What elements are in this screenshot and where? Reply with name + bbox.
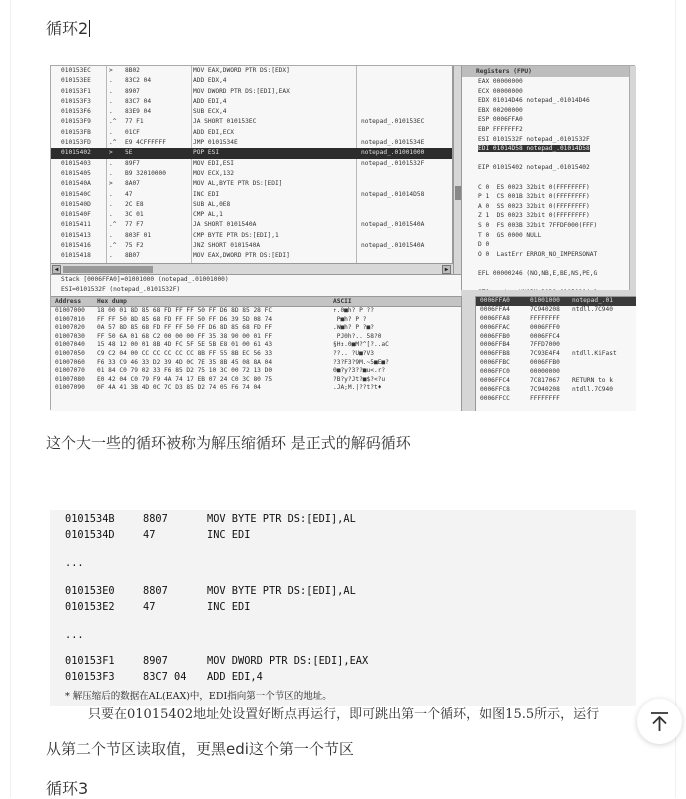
cpu-hex: 803F 01 [125,231,152,239]
cpu-disassembly: ADD EDI,4 [193,97,227,105]
cpu-disassembly: CMP BYTE PTR DS:[EDI],1 [193,231,279,239]
cpu-hex: 5E [125,149,133,157]
cpu-jump-mark: . [109,211,113,219]
register-value: O 0 LastErr ERROR_NO_IMPERSONAT [478,250,598,258]
stack-row[interactable] [476,386,636,395]
stack-row[interactable] [476,306,636,315]
stack-value: FFFFFFFF [530,394,560,402]
stack-comment: RETURN to k [572,377,613,385]
cpu-jump-mark: . [109,128,113,136]
scroll-thumb[interactable] [63,266,153,273]
cpu-row[interactable] [51,231,452,241]
cpu-address: 01015405 [61,169,91,177]
cpu-row[interactable] [51,148,452,158]
register-row [462,250,636,260]
dump-scrollbar[interactable] [461,296,475,411]
back-to-top-button[interactable] [637,699,682,744]
dump-hex: E0 42 04 C0 79 F9 4A 74 17 EB 07 24 C0 3C 80 75 [97,375,273,383]
info-line-2: ESI=0101532F (notepad_.0101532F) [61,286,181,293]
register-value: EIP 01015402 notepad_.01015402 [478,164,590,172]
dump-address: 01007030 [55,332,85,340]
stack-value: 7C940208 [530,305,560,313]
dump-address: 01007020 [55,324,85,332]
stack-value: 7C817067 [530,377,560,385]
cpu-row[interactable] [51,220,452,230]
cpu-hex: 8A07 [125,180,140,188]
stack-address: 0006FFB0 [480,332,510,340]
register-row [462,259,636,269]
code-hex: 8807 [143,585,168,597]
stack-row[interactable] [476,350,636,359]
cpu-jump-mark: .^ [109,118,117,126]
cpu-disassembly: MOV DWORD PTR DS:[EDI],EAX [193,87,290,95]
register-row [462,106,636,116]
cpu-disassembly: MOV AL,BYTE PTR DS:[EDI] [193,180,283,188]
register-row [462,192,636,202]
stack-row[interactable] [476,297,636,306]
stack-address: 0006FFC4 [480,377,510,385]
cpu-address: 0101540A [61,180,91,188]
cpu-jump-mark: . [109,169,113,177]
code-note: * 解压缩后的数据在AL(EAX)中，EDI指向第一个节区的地址。 [65,691,332,702]
register-value: D 0 [478,241,490,249]
dump-hex: 0F 4A 41 3B 4D 0C 7C D3 85 D2 74 05 F6 74 04 [97,384,261,392]
cpu-disassembly: JNZ SHORT 0101540A [193,242,261,250]
stack-value: 0006FFC4 [530,332,560,340]
cpu-jump-mark: .^ [109,139,117,147]
code-address: 010153E0 [65,585,115,597]
stack-address: 0006FFC8 [480,385,510,393]
cpu-row[interactable] [51,117,452,127]
stack-comment: ntdll.7C940 [572,305,613,313]
cpu-disassembly: MOV EAX,DWORD PTR DS:[EDX] [193,67,290,74]
arrow-up-icon [649,711,670,732]
dump-col-address: Address [55,298,82,305]
code-hex: 8907 [143,655,168,667]
code-hex: 47 [143,529,156,541]
cpu-row[interactable] [51,251,452,261]
cpu-hex: 83C2 04 [125,77,152,85]
cpu-row[interactable] [51,128,452,138]
stack-address: 0006FFCC [480,394,510,402]
dump-header [51,297,461,307]
register-row [462,231,636,241]
code-hex: 8807 [143,513,168,525]
code-asm: INC EDI [207,529,251,541]
code-address: 010153F1 [65,655,115,667]
cpu-address: 0101540C [61,190,91,198]
cpu-hex: 2C E8 [125,200,144,208]
cpu-disassembly: SUB ECX,4 [193,108,227,116]
code-listing-screenshot [50,510,636,722]
register-row [462,115,636,125]
cpu-row[interactable] [51,169,452,179]
dump-address: 01007000 [55,307,85,314]
register-value: T 0 GS 0000 NULL [478,231,542,239]
registers-title: Registers (FPU) [462,66,636,77]
cpu-disassembly: MOV EDI,ESI [193,159,234,167]
stack-address: 0006FFA8 [480,314,510,322]
stack-row[interactable] [476,315,636,324]
cpu-address: 01015416 [61,242,91,250]
dump-hex: 0A 57 8D 85 68 FD FF FF 50 FF D6 8D 85 68 FD FF [97,324,273,332]
dump-address: 01007010 [55,315,85,323]
register-value: S 0 FS 003B 32bit 7FFDF000(FFF) [478,221,598,229]
cpu-disassembly: INC EDI [193,190,220,198]
cpu-disassembly: ADD EDI,ECX [193,128,234,136]
dump-row [51,384,461,393]
cpu-disassembly: MOV EAX,DWORD PTR DS:[EDI] [193,252,290,260]
cpu-hex: 83E9 04 [125,108,152,116]
stack-address: 0006FFB8 [480,350,510,358]
dump-ascii: ??.. ?U■?V3 [333,349,374,357]
cpu-address: 010153FD [61,139,91,147]
hex-dump-pane [51,296,461,411]
dump-row [51,341,461,350]
cpu-jump-mark: . [109,190,113,198]
register-row [462,163,636,173]
cpu-hex: 77 F1 [125,118,144,126]
stack-address: 0006FFA4 [480,305,510,313]
cpu-address: 010153F6 [61,108,91,116]
text-caret [89,20,90,37]
dump-ascii: ?3?F3?9M.~5■E■? [333,358,389,366]
stack-row[interactable] [476,395,636,404]
code-cut-line: 只要在01015402地址处设置好断点再运行，即可跳出第一个循环，如图15.5所示，运行 [88,707,600,722]
dump-hex: 01 84 C0 79 02 33 F6 85 D2 75 10 3C 00 72 13 D0 [97,367,273,375]
register-row [462,154,636,164]
cpu-jump-mark: .^ [109,242,117,250]
cpu-comment: notepad_.0101540A [361,242,425,250]
heading-loop-3: 循环3 [46,779,89,798]
cpu-address: 010153EE [61,77,91,85]
dump-ascii: ↑.0■h? P ?? [333,307,374,314]
code-asm: MOV BYTE PTR DS:[EDI],AL [207,513,356,525]
cpu-row[interactable] [51,210,452,220]
dump-ascii: P■h? P ? [333,315,367,323]
dump-row [51,316,461,325]
register-value: ESI 0101532F notepad_.0101532F [478,135,590,143]
code-asm: MOV BYTE PTR DS:[EDI],AL [207,585,356,597]
cpu-jump-mark: . [109,159,113,167]
stack-comment: ntdll.KiFast [572,350,617,358]
stack-value: 7C940208 [530,385,560,393]
cpu-hex: 75 F2 [125,242,144,250]
cpu-address: 01015413 [61,231,91,239]
dump-col-hex: Hex dump [97,298,127,305]
register-row [462,87,636,97]
code-address: 010153E2 [65,601,115,613]
code-address: 0101534D [65,529,115,541]
register-row [462,173,636,183]
register-row [462,221,636,231]
cpu-disassembly-pane [51,66,453,263]
info-pane [51,274,461,296]
cpu-comment: notepad_.0101532F [361,159,425,167]
code-hex: 47 [143,601,156,613]
stack-row[interactable] [476,324,636,333]
cpu-row[interactable] [51,97,452,107]
cpu-disassembly: ADD EDX,4 [193,77,227,85]
stack-row[interactable] [476,333,636,342]
code-address: ... [65,629,84,641]
register-value: EAX 00000000 [478,78,523,85]
cpu-jump-mark: . [109,97,113,105]
dump-ascii: .W■h? P ?■? [333,324,374,332]
register-value: EDX 01014D46 notepad_.01014D46 [478,97,590,105]
code-address: 010153F3 [65,671,115,683]
register-value: EFL 00000246 (NO,NB,E,BE,NS,PE,G [478,269,598,277]
cpu-hex: 8B07 [125,252,140,260]
cpu-disassembly: POP ESI [193,149,220,157]
cpu-jump-mark: . [109,200,113,208]
cpu-row[interactable] [51,200,452,210]
info-line-1: Stack [0006FFA0]=01001000 (notepad_.01001000) [61,276,229,283]
dump-hex: FF 50 6A 01 68 C2 00 00 00 FF 35 38 90 00 01 FF [97,332,273,340]
dump-ascii: .JA;M.|??t?t♦ [333,384,382,392]
stack-address: 0006FFA0 [480,297,510,304]
stack-address: 0006FFC0 [480,368,510,376]
scroll-left-icon[interactable]: ◀ [52,265,61,274]
register-row [462,240,636,250]
cpu-address: 01015418 [61,252,91,260]
code-asm: MOV DWORD PTR DS:[EDI],EAX [207,655,369,667]
cpu-comment: notepad_.0101540A [361,221,425,229]
code-address: 0101534B [65,513,115,525]
dump-address: 01007040 [55,341,85,349]
cpu-row[interactable] [51,241,452,251]
cpu-jump-mark: . [109,87,113,95]
stack-address: 0006FFB4 [480,341,510,349]
cpu-address: 0101540D [61,200,91,208]
cpu-jump-mark: > [109,149,113,157]
dump-address: 01007050 [55,349,85,357]
cpu-comment: notepad_.01001000 [361,149,425,157]
paragraph-read-value: 从第二个节区读取值，更黑edi这个第一个节区 [46,740,354,758]
scroll-right-icon[interactable]: ▶ [442,265,451,274]
stack-address: 0006FFAC [480,323,510,331]
register-value: EBP FFFFFFF2 [478,125,523,133]
cpu-disassembly: SUB AL,0E8 [193,200,231,208]
stack-row[interactable] [476,359,636,368]
dump-ascii: PJ0h?.. 58?0 [333,332,382,340]
cpu-address: 010153EC [61,67,91,74]
heading-loop-2: 循环2 [46,19,89,38]
register-row [462,183,636,193]
dump-hex: FF FF 50 8D 85 68 FD FF FF 50 FF D6 39 5D 08 74 [97,315,273,323]
registers-scrollbar[interactable] [629,66,636,290]
register-row [462,211,636,221]
paragraph-decompress-loop: 这个大一些的循环被称为解压缩循环 是正式的解码循环 [46,434,411,452]
dump-row [51,367,461,376]
stack-value: 0006FFB0 [530,359,560,367]
code-hex: 83C7 04 [143,671,187,683]
dump-row [51,350,461,359]
cpu-jump-mark: . [109,77,113,85]
stack-value: 01001000 [530,297,560,304]
stack-value: 0006FFF0 [530,323,560,331]
dump-ascii: §H↕.0■M?^[?..aC [333,341,389,349]
cpu-row[interactable] [51,138,452,148]
cpu-jump-mark: . [109,108,113,116]
dump-address: 01007070 [55,367,85,375]
cpu-disassembly: MOV ECX,132 [193,169,234,177]
cpu-jump-mark: . [109,252,113,260]
code-asm: INC EDI [207,601,251,613]
register-row [462,202,636,212]
code-address: ... [65,557,84,569]
register-row [462,125,636,135]
register-row [462,77,636,87]
register-row [462,135,636,145]
register-row [462,96,636,106]
dump-row [51,307,461,316]
cpu-row[interactable] [51,190,452,200]
stack-comment: notepad_.01 [572,297,613,304]
dump-hex: 18 00 01 8D 85 68 FD FF FF 50 FF D6 8D 85 28 FC [97,307,273,314]
dump-row [51,359,461,368]
dump-ascii: ?B?y?Jt?■$?<?u [333,375,386,383]
cpu-hex: 47 [125,190,133,198]
dump-row [51,376,461,385]
cpu-hex: 3C 01 [125,211,144,219]
stack-row[interactable] [476,341,636,350]
register-row [462,269,636,279]
dump-ascii: 0■?y?3??■u<.r? [333,367,386,375]
cpu-comment: notepad_.010153EC [361,118,425,126]
register-row [462,278,636,288]
cpu-hex: 8907 [125,87,140,95]
cpu-hex: 89F7 [125,159,140,167]
cpu-address: 01015403 [61,159,91,167]
registers-pane [461,66,636,290]
stack-address: 0006FFBC [480,359,510,367]
cpu-comment: notepad_.01014D58 [361,190,425,198]
stack-row[interactable] [476,377,636,386]
cpu-row[interactable] [51,179,452,189]
cpu-hex: B9 32010000 [125,169,166,177]
cpu-disassembly: JA SHORT 0101540A [193,221,257,229]
cpu-address: 0101540F [61,211,91,219]
register-value: ESP 0006FFA0 [478,116,523,124]
cpu-hex: E9 4CFFFFFF [125,139,166,147]
cpu-vscrollbar[interactable] [453,66,461,274]
stack-value: 7C93E4F4 [530,350,560,358]
cpu-hex: 8B02 [125,67,140,74]
cpu-row[interactable] [51,107,452,117]
register-value: EBX 00200000 [478,106,523,114]
cpu-jump-mark: . [109,231,113,239]
cpu-disassembly: JA SHORT 010153EC [193,118,257,126]
register-value: P 1 CS 001B 32bit 0(FFFFFFFF) [478,193,590,201]
register-value: EDI 01014D58 notepad_.01014D58 [478,145,590,153]
cpu-address: 01015402 [61,149,91,157]
cpu-jump-mark: > [109,67,113,74]
stack-comment: ntdll.7C940 [572,385,613,393]
cpu-address: 010153FB [61,128,91,136]
dump-hex: 15 48 12 00 01 8B 4D FC 5F 5E 5B E8 01 00 61 43 [97,341,273,349]
cpu-hex: 83C7 04 [125,97,152,105]
dump-address: 01007060 [55,358,85,366]
stack-pane [475,296,636,411]
cpu-jump-mark: > [109,180,113,188]
dump-hex: F6 33 C9 46 33 D2 39 4D 0C 7E 35 8B 45 08 8A 04 [97,358,273,366]
dump-col-ascii: ASCII [333,298,352,305]
stack-value: 00000000 [530,368,560,376]
dump-address: 01007090 [55,384,85,392]
dump-address: 01007080 [55,375,85,383]
dump-row [51,324,461,333]
cpu-row[interactable] [51,76,452,86]
stack-row[interactable] [476,368,636,377]
cpu-hex: 01CF [125,128,140,136]
register-value: A 0 SS 0023 32bit 0(FFFFFFFF) [478,202,590,210]
register-value: ECX 00000000 [478,87,523,95]
stack-value: FFFFFFFF [530,314,560,322]
register-value: Z 1 DS 0023 32bit 0(FFFFFFFF) [478,212,590,220]
cpu-row[interactable] [51,87,452,97]
register-value: C 0 ES 0023 32bit 0(FFFFFFFF) [478,183,590,191]
cpu-row[interactable] [51,159,452,169]
dump-hex: C9 C2 04 00 CC CC CC CC CC 8B FF 55 8B EC 56 33 [97,349,273,357]
stack-value: 7FFD7000 [530,341,560,349]
debugger-screenshot [50,65,635,410]
cpu-disassembly: JMP 0101534E [193,139,238,147]
cpu-jump-mark: .^ [109,221,117,229]
cpu-comment: notepad_.0101534E [361,139,425,147]
cpu-address: 01015411 [61,221,91,229]
cpu-address: 010153F9 [61,118,91,126]
cpu-disassembly: CMP AL,1 [193,211,223,219]
cpu-row[interactable] [51,66,452,76]
register-row [462,144,636,154]
cpu-hscrollbar[interactable] [51,263,453,274]
code-asm: ADD EDI,4 [207,671,263,683]
dump-row [51,333,461,342]
cpu-address: 010153F3 [61,97,91,105]
cpu-address: 010153F1 [61,87,91,95]
cpu-hex: 77 F7 [125,221,144,229]
